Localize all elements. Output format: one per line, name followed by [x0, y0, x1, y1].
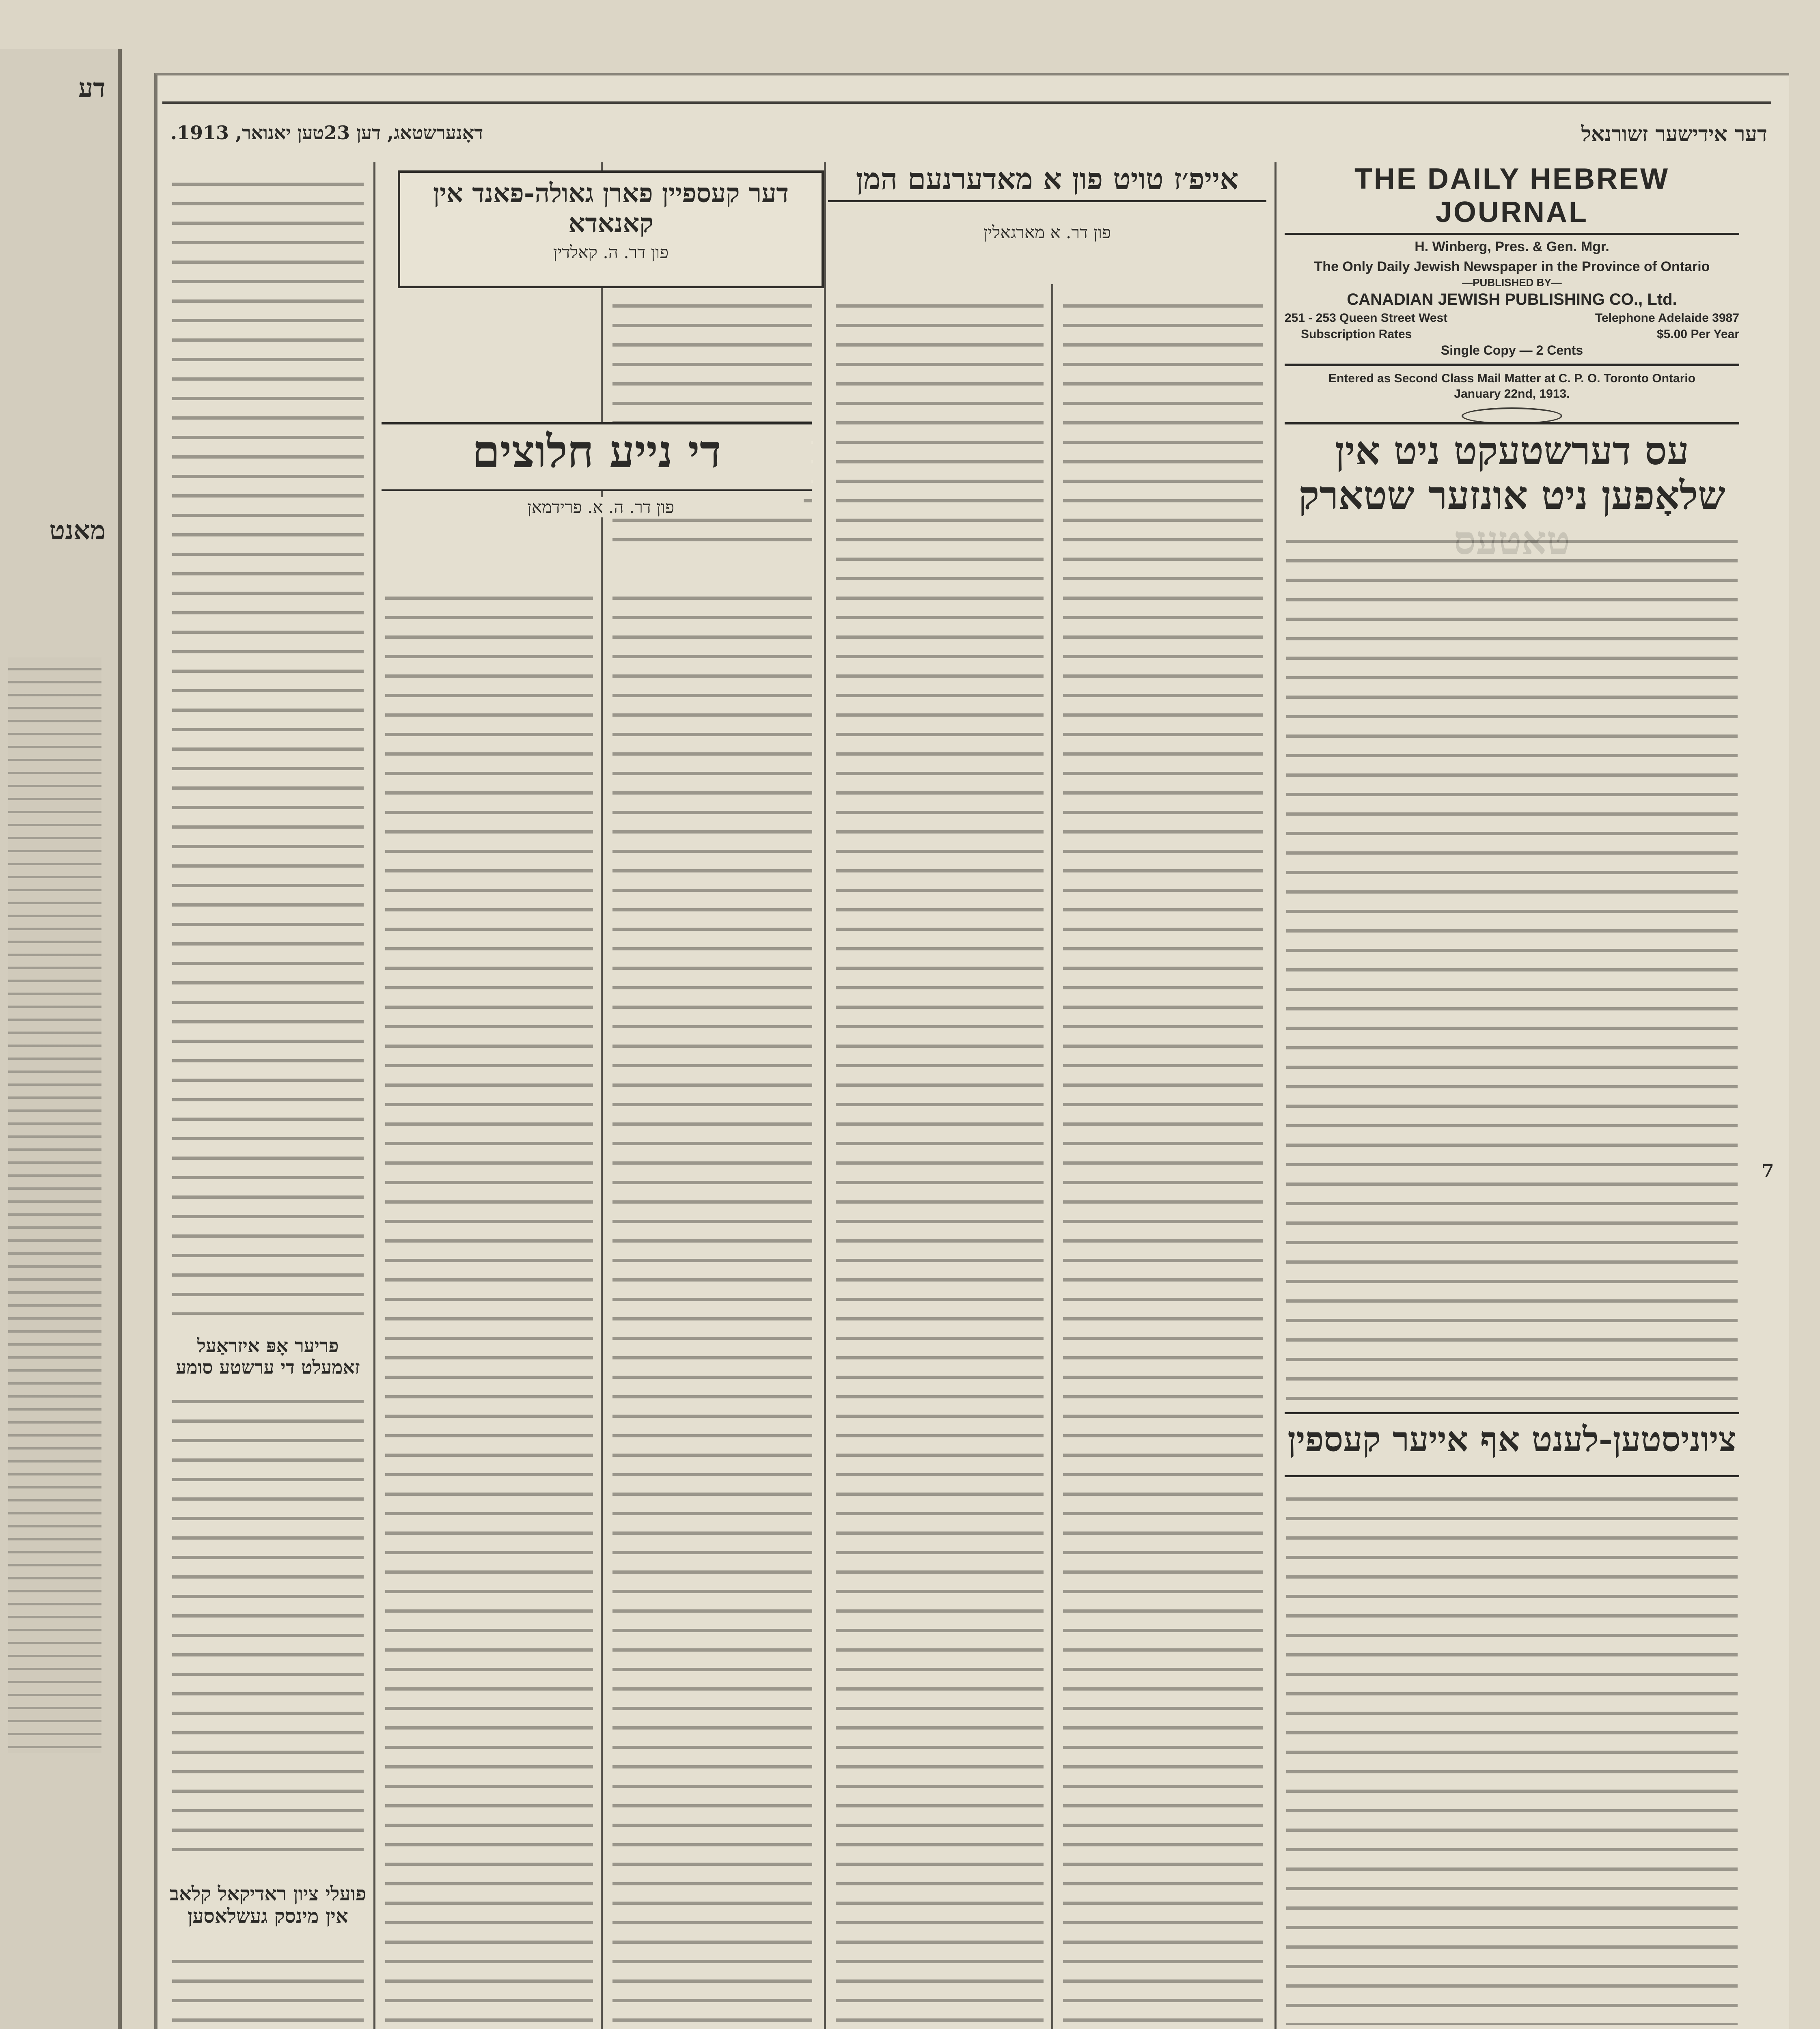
article3-header: [382, 422, 812, 491]
column-4-text: [836, 292, 1044, 2029]
article4-headline: פריער אָפּ איזראַעל זאמעלט די ערשטע סומע: [176, 1335, 360, 1378]
masthead-single-copy: Single Copy — 2 Cents: [1440, 343, 1583, 358]
editorial-headline: עס דערשטעקט ניט אין שלאָפען ניט אונזער שטארק: [1298, 428, 1725, 519]
masthead-entered: Entered as Second Class Mail Matter at C. P. O. Toronto Ontario: [1328, 372, 1696, 385]
running-header: [162, 53, 1771, 146]
article5-headline: פועלי ציון ראדיקאל קלאב אין מינסק געשלאסען: [169, 1883, 367, 1928]
zionist-headline: ציוניסטען-לענט אף אייער קעספין: [1287, 1419, 1736, 1459]
column-5: [1051, 162, 1272, 2029]
masthead-tagline: The Only Daily Jewish Newspaper in the Province of Ontario: [1314, 259, 1710, 274]
masthead-telephone: Telephone Adelaide 3987: [1595, 311, 1739, 325]
editorial-text: [1286, 528, 1738, 1400]
article2-headline: דער קעספיין פארן גאולה-פאנד אין קאנאדא: [433, 178, 789, 239]
column-2-text: [385, 584, 593, 2029]
column-1-text-top: [172, 170, 364, 1315]
zionist-header: [1285, 1412, 1739, 1477]
masthead-subscription-price: $5.00 Per Year: [1657, 327, 1739, 341]
masthead-president: H. Winberg, Pres. & Gen. Mgr.: [1415, 239, 1609, 254]
masthead-date: January 22nd, 1913.: [1454, 387, 1570, 401]
column-5-text: [1063, 292, 1263, 2029]
article1-header: [828, 162, 1266, 284]
masthead-publisher: CANADIAN JEWISH PUBLISHING CO., Ltd.: [1347, 291, 1677, 308]
article3-byline: פון דר. ה. א. פרידמאן: [398, 497, 804, 517]
column-1: [162, 162, 373, 2029]
article2-byline: פון דר. ה. קאלדין: [553, 242, 669, 263]
masthead-published-by: —PUBLISHED BY—: [1462, 276, 1562, 289]
masthead-address-row: [1285, 311, 1739, 325]
article1-headline: אייפ׳ז טויט פון א מאדערנעם המן: [828, 162, 1266, 202]
article1-byline: פון דר. א מארגאלין: [983, 222, 1111, 242]
running-header-title: דער אידישער זשורנאל: [1581, 122, 1767, 146]
masthead: [1285, 162, 1739, 414]
masthead-title: THE DAILY HEBREW JOURNAL: [1285, 162, 1739, 235]
adjacent-page-fragment: [0, 49, 122, 2029]
column-6: [1274, 162, 1747, 2029]
column-4: [824, 162, 1053, 2029]
fragment-top: דע: [78, 73, 106, 103]
article2-header-box: [398, 170, 824, 288]
margin-mark: 7: [1762, 1161, 1774, 1181]
fragment-mid: מאנט: [49, 515, 106, 546]
running-header-date: דאָנערשטאג, דען 23טען יאנואר, 1913.: [170, 122, 483, 144]
masthead-rule: [1285, 364, 1739, 366]
zionist-text: [1286, 1485, 1738, 2025]
masthead-address: 251 - 253 Queen Street West: [1285, 311, 1448, 325]
masthead-subscription-row: [1285, 327, 1739, 341]
fragment-text-lines: [8, 657, 101, 1753]
article3-headline: די נייע חלוצים: [472, 425, 721, 478]
column-1-text-mid: [172, 1388, 364, 1855]
column-3-text: [612, 584, 812, 2029]
column-1-text-bottom: [172, 1948, 364, 2029]
masthead-subscription-label: Subscription Rates: [1301, 327, 1412, 341]
